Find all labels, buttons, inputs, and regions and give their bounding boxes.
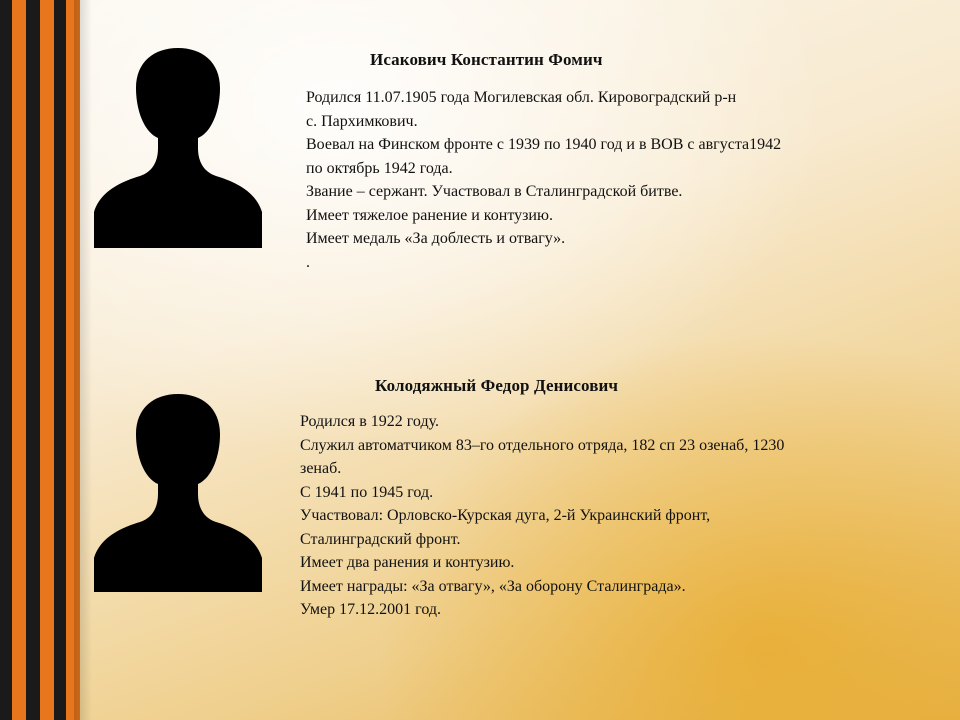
bio-line: Имеет награды: «За отвагу», «За оборону Сталинграда».	[300, 577, 686, 595]
person-biography	[306, 86, 781, 274]
bio-line: Воевал на Финском фронте с 1939 по 1940 год и в ВОВ с августа1942	[306, 136, 782, 153]
person-biography	[300, 410, 784, 622]
bio-line: Умер 17.12.2001 год.	[300, 601, 441, 618]
bio-line: .	[306, 253, 310, 271]
bio-line: Родился 11.07.1905 года Могилевская обл. Кировоградский р-н	[306, 89, 737, 106]
person-silhouette-icon	[94, 44, 262, 248]
bio-line: Имеет два ранения и контузию.	[300, 554, 515, 571]
bio-line: зенаб.	[300, 460, 342, 477]
bio-line: Сталинградский фронт.	[300, 530, 461, 548]
st-george-ribbon	[0, 0, 80, 720]
person-name: Колодяжный Федор Денисович	[375, 376, 619, 395]
bio-line: Служил автоматчиком 83–го отдельного отряда, 182 сп 23 озенаб, 1230	[300, 436, 785, 454]
bio-line: по октябрь 1942 года.	[306, 159, 453, 177]
person-name: Исакович Константин Фомич	[370, 50, 603, 69]
bio-line: С 1941 по 1945 год.	[300, 483, 434, 501]
bio-line: с. Пархимкович.	[306, 112, 418, 130]
bio-line: Имеет тяжелое ранение и контузию.	[306, 206, 553, 224]
bio-line: Родился в 1922 году.	[300, 413, 439, 430]
person-silhouette-icon	[94, 392, 262, 592]
ribbon-shadow	[74, 0, 92, 720]
bio-line: Имеет медаль «За доблесть и отвагу».	[306, 230, 566, 247]
bio-line: Участвовал: Орловско-Курская дуга, 2-й Украинский фронт,	[300, 507, 711, 524]
bio-line: Звание – сержант. Участвовал в Сталинградской битве.	[306, 183, 683, 200]
